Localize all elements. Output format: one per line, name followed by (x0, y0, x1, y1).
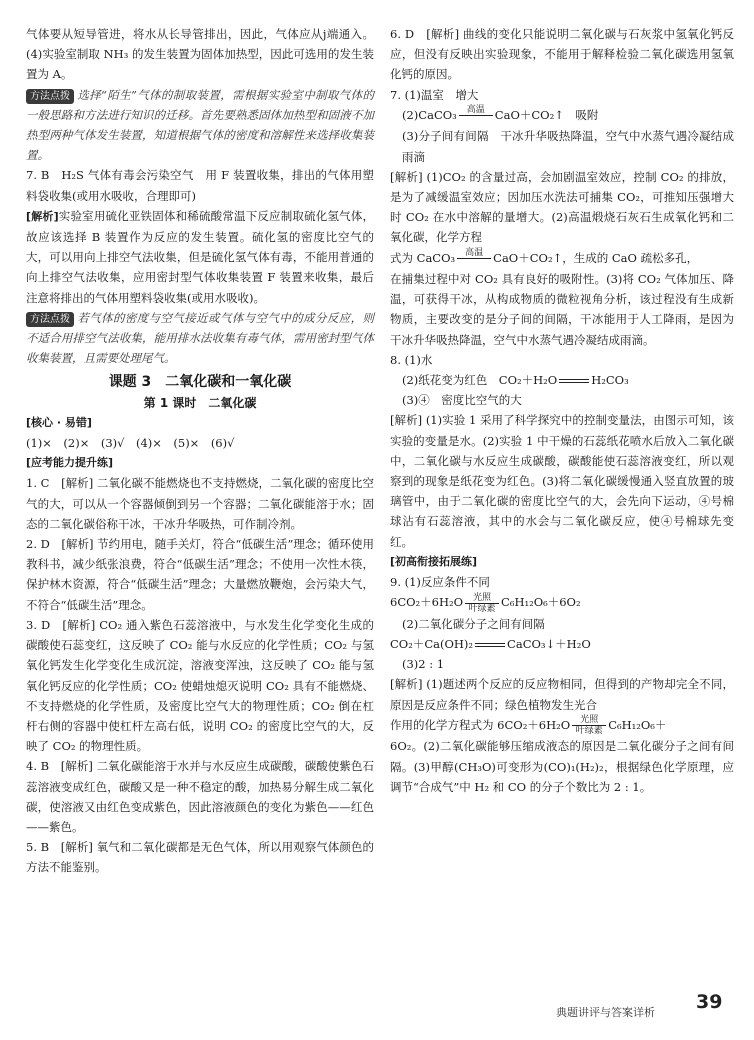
equation-right: CaO＋CO₂↑，生成的 CaO 疏松多孔， (493, 250, 699, 265)
footer-label: 典题讲评与答案详析 (556, 1006, 655, 1019)
method-tip (26, 85, 374, 166)
section-ability: [应考能力提升练] (26, 456, 114, 470)
reaction-arrow (459, 105, 493, 126)
reaction-catalyst: 叶绿素 (468, 603, 496, 614)
left-column (26, 24, 374, 878)
equation-left: (2)纸花变为红色 CO₂＋H₂O (402, 373, 558, 388)
answer-2: 2. D [解析] 节约用电，随手关灯，符合“低碳生活”理念；循环使用教科书，减少纸张浪费，符合“低碳生活”理念；不使用一次性木筷，保护林木资源，符合“低碳生活”理念；大量燃放鞭炮，会污染大气，不符合“低碳生活”理念。 (26, 537, 374, 612)
lesson-title: 课题 3 二氧化碳和一氧化碳 (108, 374, 292, 391)
reaction-arrow (572, 715, 606, 736)
paragraph: 气体要从短导管进，将水从长导管排出，因此，气体应从j端通入。(4)实验室制取 NH₃ 的发生装置为固体加热型，因此可选用的发生装置为 A。 (26, 27, 374, 82)
equation-left: 作用的化学方程式为 6CO₂＋6H₂O (390, 717, 571, 732)
answer-6: 6. D [解析] 曲线的变化只能说明二氧化碳与石灰浆中氢氧化钙反应，但没有反映出实验现象，不能用于解释检验二氧化碳选用氢氧化钙的原因。 (390, 27, 734, 82)
answer-3: 3. D [解析] CO₂ 通入紫色石蕊溶液中，与水发生化学变化生成的碳酸使石蕊变红，这反映了 CO₂ 能与水反应的化学性质；CO₂ 与氢氧化钙发生化学变化生成沉淀，溶液变浑浊，这反映了 CO₂ 能与氢氧化钙反应的化学性质；CO₂ 使蜡烛熄灭说明 CO₂ 具有不能燃烧、不支持燃烧的化学性质，及密度比空气大的物理性质；CO₂ 倒在杠杆右侧的容器中使杠杆左高右低，说明 CO₂ 的密度比空气的大，反映了 CO₂ 的物理性质。 (26, 617, 374, 754)
equation-photosynthesis (390, 592, 734, 614)
answer-8-1: 8. (1)水 (390, 352, 433, 367)
right-column (390, 24, 734, 797)
equation-left: (2)CaCO₃ (402, 107, 457, 122)
core-answers: (1)× (2)× (3)√ (4)× (5)× (6)√ (26, 436, 235, 451)
reaction-arrow (457, 248, 491, 269)
equation-limewater (390, 634, 734, 654)
reaction-condition: 高温 (465, 248, 484, 259)
answer-7-2 (390, 105, 734, 127)
tip-text: 若气体的密度与空气接近或气体与空气中的成分反应，则不适合用排空气法收集，能用排水法收集有毒气体，需用密封型气体收集装置，且需要处理尾气。 (26, 310, 374, 366)
analysis-9-eq (390, 715, 734, 737)
equation-right: CaO＋CO₂↑ 吸附 (494, 107, 599, 122)
equation-left: CO₂＋Ca(OH)₂ (390, 636, 474, 651)
reaction-catalyst: 叶绿素 (575, 726, 603, 737)
equals-sign (475, 643, 505, 647)
reaction-condition: 光照 (473, 592, 492, 603)
analysis-9: [解析] (1)题述两个反应的反应物相同，但得到的产物却完全不同，原因是反应条件不同；绿色植物发生光合 (390, 677, 734, 712)
equation-left: 6CO₂＋6H₂O (390, 595, 464, 610)
reaction-arrow (465, 593, 499, 614)
section-extension: [初高衔接拓展练] (390, 554, 478, 568)
answer-1: 1. C [解析] 二氧化碳不能燃烧也不支持燃烧，二氧化碳的密度比空气的大，可以从一个容器倾倒到另一个容器；二氧化碳能溶于水；固态的二氧化碳俗称干冰，干冰升华吸热，可作制冷剂。 (26, 476, 374, 531)
method-tip (26, 308, 374, 369)
analysis-7 (26, 206, 374, 308)
answer-5: 5. B [解析] 氧气和二氧化碳都是无色气体，所以用观察气体颜色的方法不能鉴别。 (26, 840, 374, 875)
answer-8-2 (390, 370, 734, 390)
equation-left: 式为 CaCO₃ (390, 250, 456, 265)
equation-right: H₂CO₃ (591, 373, 629, 388)
answer-7-1: 7. (1)温室 增大 (390, 87, 479, 102)
equation-right: CaCO₃↓＋H₂O (507, 636, 591, 651)
answer-9-1: 9. (1)反应条件不同 (390, 575, 490, 590)
analysis-8: [解析] (1)实验 1 采用了科学探究中的控制变量法，由图示可知，该实验的变量是水。(2)实验 1 中干燥的石蕊纸花喷水后放入二氧化碳中，二氧化碳与水反应生成碳酸，碳酸能使石蕊溶液变红，所以观察到的现象是纸花变为红色。(3)将二氧化碳缓慢通入竖直放置的玻璃管中，由于二氧化碳的密度比空气的大，会先向下运动，④号棉球沾有石蕊溶液，其中的水会与二氧化碳反应，使④号棉球先变红。 (390, 413, 734, 549)
lesson-subtitle: 第 1 课时 二氧化碳 (143, 395, 257, 410)
tip-badge: 方法点拨 (26, 89, 74, 104)
equals-sign (559, 379, 589, 383)
analysis-7-cont: 在捕集过程中对 CO₂ 具有良好的吸附性。(3)将 CO₂ 气体加压、降温，可获得干冰，从构成物质的微粒视角分析，该过程没有生成新物质，主要改变的是分子间的间隔，干冰能用于人工降雨，是因为干冰升华吸热降温，空气中水蒸气遇冷凝结成雨滴。 (390, 272, 734, 347)
section-core: [核心 · 易错] (26, 415, 92, 429)
equation-right: C₆H₁₂O₆＋6O₂ (501, 595, 581, 610)
answer-4: 4. B [解析] 二氧化碳能溶于水并与水反应生成碳酸，碳酸使紫色石蕊溶液变成红色，碳酸又是一种不稳定的酸，加热易分解生成二氧化碳，使溶液又由红色变成紫色，因此溶液颜色的变化为紫色——红色——紫色。 (26, 759, 374, 834)
tip-text: 选择“陌生”气体的制取装置，需根据实验室中制取气体的一般思路和方法进行知识的迁移。首先要熟悉固体加热型和固液不加热型两种气体发生装置，知道根据气体的密度和溶解性来选择收集装置。 (26, 87, 374, 163)
analysis-7-eq (390, 248, 734, 270)
analysis-text: 实验室用硫化亚铁固体和稀硫酸常温下反应制取硫化氢气体，故应该选择 B 装置作为反应的发生装置。硫化氢的密度比空气的大，可以用向上排空气法收集，但是硫化氢气体有毒，不能用普通的向上排空气法收集，应用密封型气体收集装置 F 装置来收集，最后注意将排出的气体用塑料袋收集(或用水吸收)。 (26, 208, 374, 305)
reaction-condition: 光照 (580, 715, 599, 726)
answer-8-3: (3)④ 密度比空气的大 (402, 393, 522, 408)
answer-7-3: (3)分子间有间隔 干冰升华吸热降温，空气中水蒸气遇冷凝结成雨滴 (402, 129, 734, 164)
answer-7: 7. B H₂S 气体有毒会污染空气 用 F 装置收集，排出的气体用塑料袋收集(或用水吸收，合理即可) (26, 168, 374, 203)
tip-badge: 方法点拨 (26, 312, 74, 327)
analysis-9-cont: 6O₂。(2)二氧化碳能够压缩成液态的原因是二氧化碳分子之间有间隔。(3)甲醇(CH₃O)可变形为(CO)₁(H₂)₂，根据绿色化学原理，应调节“合成气”中 H₂ 和 CO 的分子个数比为 2 : 1。 (390, 739, 734, 794)
analysis-7: [解析] (1)CO₂ 的含量过高，会加剧温室效应，控制 CO₂ 的排放，是为了减缓温室效应；因加压水洗法可捕集 CO₂，可推知压强增大时 CO₂ 在水中溶解的量增大。(2)高温煅烧石灰石生成氧化钙和二氧化碳，化学方程 (390, 169, 734, 245)
equation-right: C₆H₁₂O₆＋ (608, 717, 667, 732)
reaction-condition: 高温 (466, 105, 485, 116)
page-number: 39 (696, 991, 723, 1013)
answer-9-3: (3)2 : 1 (402, 657, 445, 672)
analysis-tag: [解析] (26, 209, 59, 223)
answer-9-2: (2)二氧化碳分子之间有间隔 (402, 616, 545, 631)
